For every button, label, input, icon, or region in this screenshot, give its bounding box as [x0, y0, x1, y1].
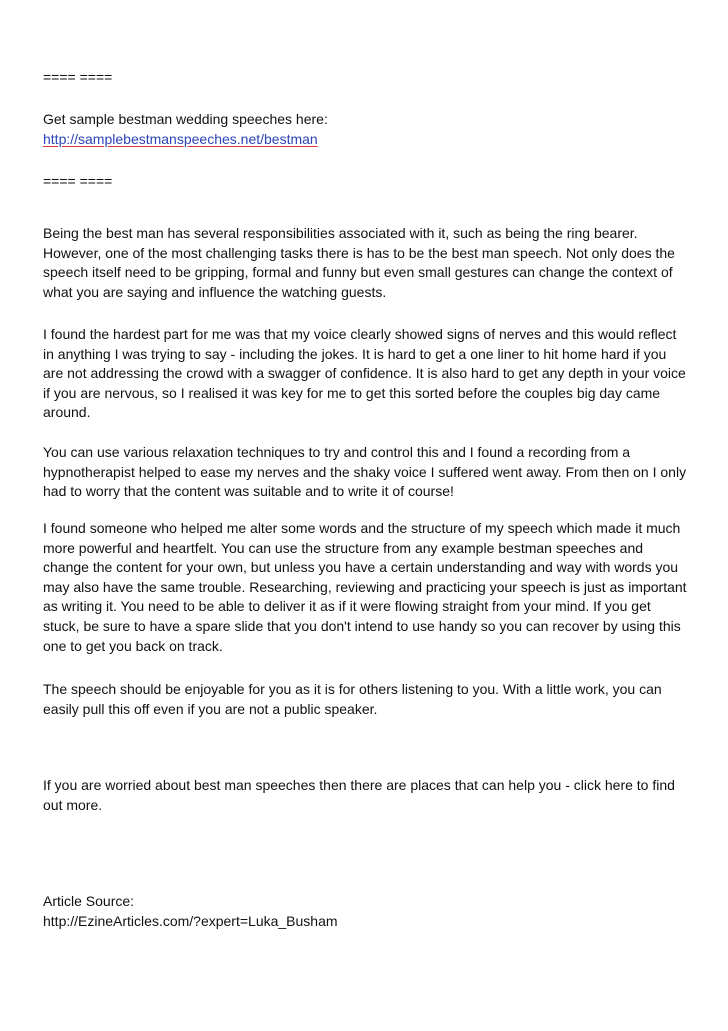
article-paragraph-5: The speech should be enjoyable for you as it is for others listening to you. With a little work, you can easily pull this off even if you are not a public speaker.	[43, 681, 662, 717]
article-paragraph-2: I found the hardest part for me was that my voice clearly showed signs of nerves and this would reflect in anything I was trying to say - including the jokes. It is hard to get a one liner to hit home hard if you are not addressing the crowd with a swagger of confidence. It is also hard to get any depth in your voice if you are nervous, so I realised it was key for me to get this sorted before the couples big day came around.	[43, 326, 686, 421]
article-paragraph-6: If you are worried about best man speeches then there are places that can help you - click here to find out more.	[43, 777, 675, 813]
source-url: http://EzineArticles.com/?expert=Luka_Busham	[43, 913, 338, 929]
article-paragraph-4: I found someone who helped me alter some words and the structure of my speech which made it much more powerful and heartfelt. You can use the structure from any example bestman speeches and change the content for your own, but unless you have a certain understanding and way with words you may also have the same trouble. Researching, reviewing and practicing your speech is just as important as writing it. You need to be able to deliver it as if it were flowing straight from your mind. If you get stuck, be sure to have a spare slide that you don't intend to use handy so you can recover by using this one to get you back on track.	[43, 520, 687, 654]
promo-text: Get sample bestman wedding speeches here:	[43, 111, 328, 127]
divider-top: ==== ====	[43, 69, 113, 85]
promo-link[interactable]: http://samplebestmanspeeches.net/bestman	[43, 131, 318, 147]
source-label: Article Source:	[43, 893, 135, 909]
article-paragraph-3: You can use various relaxation techniques to try and control this and I found a recording from a hypnotherapist helped to ease my nerves and the shaky voice I suffered went away. From then on I only had to worry that the content was suitable and to write it of course!	[43, 444, 687, 500]
divider-bottom: ==== ====	[43, 173, 113, 189]
article-paragraph-1: Being the best man has several responsibilities associated with it, such as being the ring bearer. However, one of the most challenging tasks there is has to be the best man speech. Not only does the speech itself need to be gripping, formal and funny but even small gestures can change the context of what you are saying and influence the watching guests.	[43, 225, 675, 300]
